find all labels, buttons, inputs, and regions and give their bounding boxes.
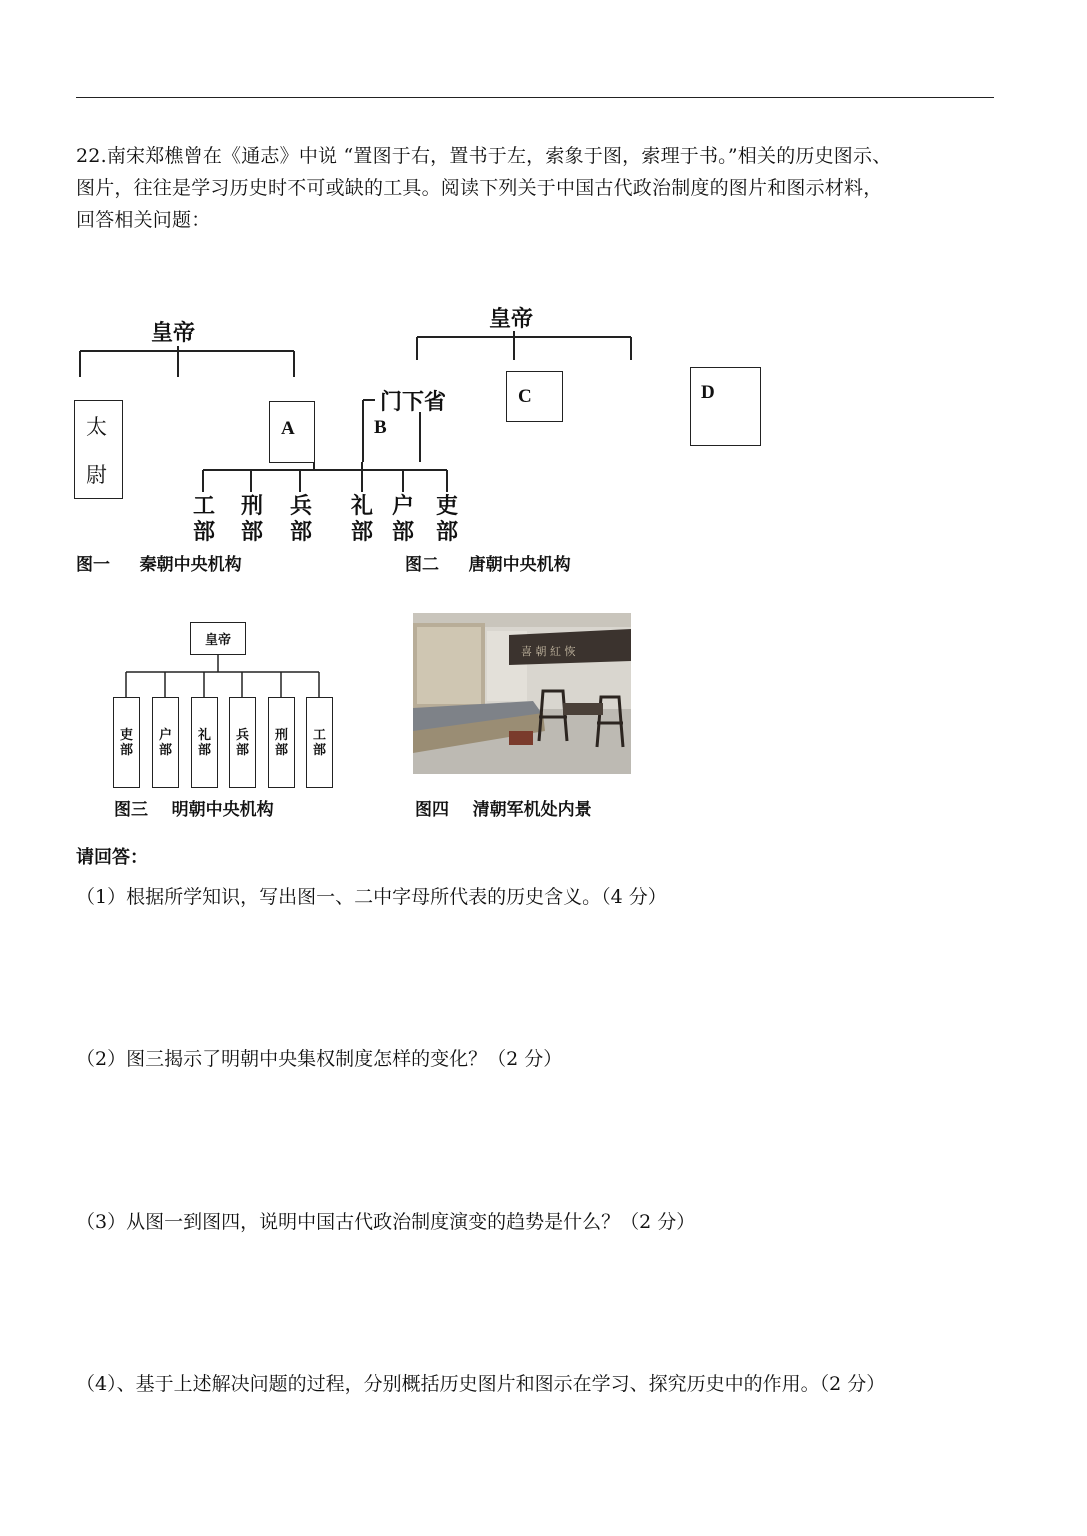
ministry-bing: 兵 部 bbox=[289, 494, 312, 545]
plaque-text: 喜 朝 紅 恢 bbox=[521, 645, 576, 658]
subquestion-4: （4）、基于上述解决问题的过程，分别概括历史图片和图示在学习、探究历史中的作用。（2 分） bbox=[76, 1373, 886, 1395]
fig2-menxia-label: 门下省 bbox=[380, 390, 447, 415]
fig3-caption: 图三 明朝中央机构 bbox=[114, 800, 274, 820]
fig1-caption: 图一 秦朝中央机构 bbox=[76, 555, 242, 575]
question-line-2: 图片，往往是学习历史时不可或缺的工具。阅读下列关于中国古代政治制度的图片和图示材料， bbox=[76, 177, 883, 199]
ministry-gong: 工 部 bbox=[192, 494, 215, 545]
box-d-letter: D bbox=[701, 382, 715, 403]
fig2-caption: 图二 唐朝中央机构 bbox=[405, 555, 571, 575]
ministry-hu: 户 部 bbox=[391, 494, 414, 545]
box-c-letter: C bbox=[518, 386, 532, 407]
question-number: 22. bbox=[76, 145, 107, 167]
fig2-box-c bbox=[506, 371, 563, 422]
fig1-taiwei-char-2: 尉 bbox=[86, 463, 107, 487]
fig4-photo bbox=[413, 613, 631, 774]
fig1-taiwei-box bbox=[74, 400, 123, 499]
subquestion-1: （1）根据所学知识，写出图一、二中字母所代表的历史含义。（4 分） bbox=[76, 886, 667, 908]
fig3-ministry-xing: 刑部 bbox=[268, 697, 295, 788]
subquestion-3: （3）从图一到图四，说明中国古代政治制度演变的趋势是什么？（2 分） bbox=[76, 1211, 696, 1233]
fig1-box-a bbox=[269, 401, 315, 463]
ministry-li: 礼 部 bbox=[350, 494, 373, 545]
fig3-ministry-li-rites: 礼部 bbox=[191, 697, 218, 788]
fig3-ministry-li-personnel: 吏部 bbox=[113, 697, 140, 788]
fig1-emperor-label: 皇帝 bbox=[151, 321, 196, 346]
fig1-taiwei-char-1: 太 bbox=[86, 415, 107, 439]
fig3-ministry-bing: 兵部 bbox=[229, 697, 256, 788]
org-chart-lines bbox=[0, 0, 1087, 560]
fig3-ministry-gong: 工部 bbox=[306, 697, 333, 788]
fig4-caption: 图四 清朝军机处内景 bbox=[415, 800, 592, 820]
fig3-emperor-label: 皇帝 bbox=[204, 633, 231, 648]
question-line-3: 回答相关问题： bbox=[76, 209, 211, 231]
question-line-1: 22.南宋郑樵曾在《通志》中说 “置图于右，置书于左，索象于图，索理于书。”相关的历史图示、 bbox=[76, 145, 892, 167]
ministry-xing: 刑 部 bbox=[240, 494, 263, 545]
subquestion-2: （2）图三揭示了明朝中央集权制度怎样的变化？（2 分） bbox=[76, 1048, 563, 1070]
ministry-libu: 吏 部 bbox=[435, 494, 458, 545]
fig2-box-d bbox=[690, 367, 761, 446]
box-a-letter: A bbox=[281, 418, 295, 439]
fig2-emperor-label: 皇帝 bbox=[489, 307, 534, 332]
fig3-ministry-hu: 户部 bbox=[152, 697, 179, 788]
fig2-b-letter: B bbox=[374, 417, 387, 438]
fig3-emperor-box bbox=[190, 622, 246, 655]
junjichu-interior-image bbox=[413, 613, 631, 774]
answer-header: 请回答： bbox=[76, 847, 148, 868]
